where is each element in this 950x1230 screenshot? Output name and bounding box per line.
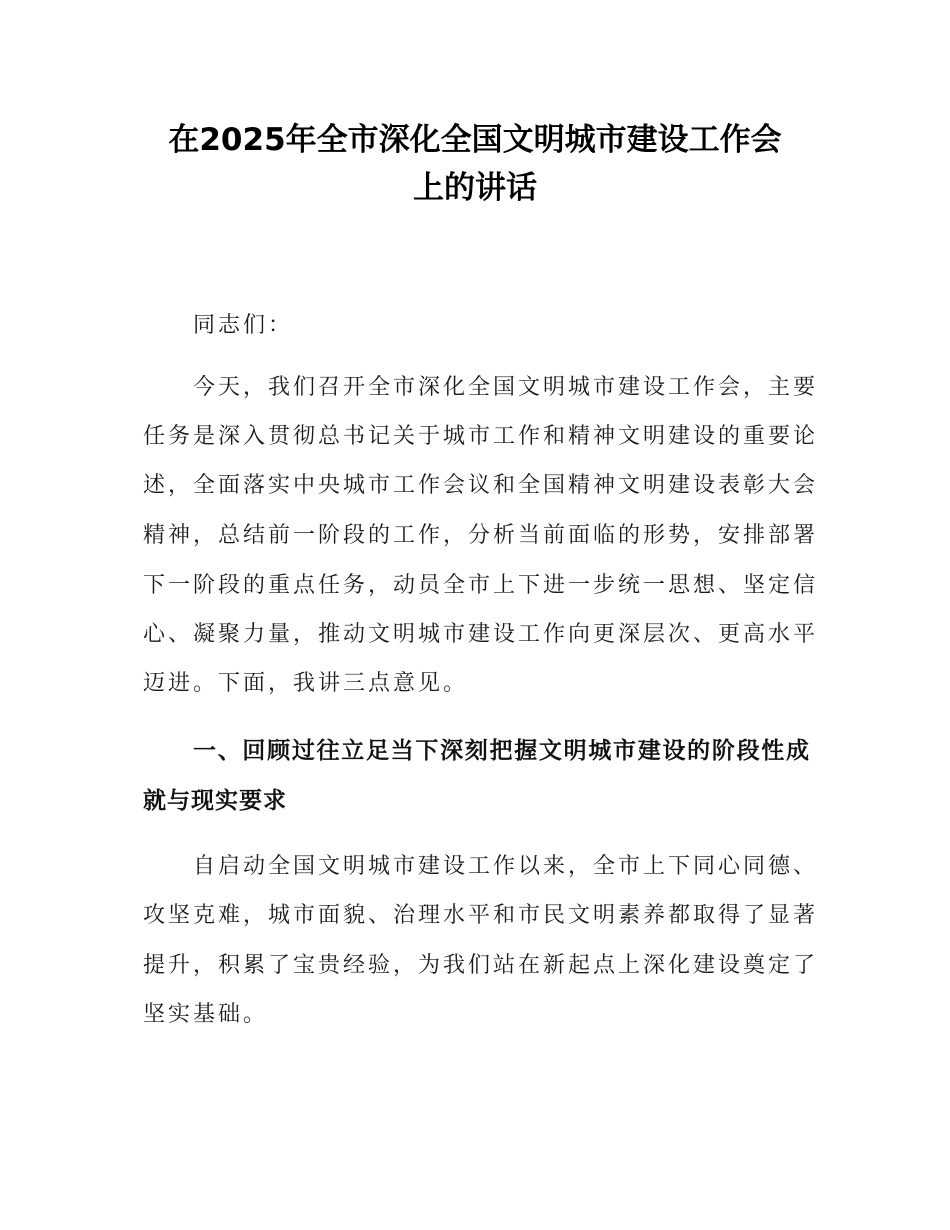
paragraph-1-line-3: 述，全面落实中央城市工作会议和全国精神文明建设表彰大会 xyxy=(143,473,819,498)
paragraph-1-line-4: 精神，总结前一阶段的工作，分析当前面临的形势，安排部署 xyxy=(143,523,819,548)
paragraph-1-line-6: 心、凝聚力量，推动文明城市建设工作向更深层次、更高水平 xyxy=(143,622,819,647)
paragraph-2-line-4: 坚实基础。 xyxy=(143,1002,269,1027)
paragraph-2-line-3: 提升，积累了宝贵经验，为我们站在新起点上深化建设奠定了 xyxy=(143,953,819,978)
paragraph-2-line-2: 攻坚克难，城市面貌、治理水平和市民文明素养都取得了显著 xyxy=(143,903,819,928)
paragraph-1-line-1: 今天，我们召开全市深化全国文明城市建设工作会，主要 xyxy=(193,375,819,400)
document-title-line-2: 上的讲话 xyxy=(413,170,537,206)
salutation: 同志们： xyxy=(193,313,294,338)
section-1-heading-line-2: 就与现实要求 xyxy=(143,788,287,814)
paragraph-1-line-2: 任务是深入贯彻总书记关于城市工作和精神文明建设的重要论 xyxy=(143,424,819,449)
paragraph-2-line-1: 自启动全国文明城市建设工作以来，全市上下同心同德、 xyxy=(193,854,819,879)
section-1-heading-line-1: 一、回顾过往立足当下深刻把握文明城市建设的阶段性成 xyxy=(193,738,809,764)
paragraph-1-line-5: 下一阶段的重点任务，动员全市上下进一步统一思想、坚定信 xyxy=(143,573,819,598)
paragraph-1-line-7: 迈进。下面，我讲三点意见。 xyxy=(143,671,469,696)
document-title-line-1: 在2025年全市深化全国文明城市建设工作会 xyxy=(168,122,782,158)
